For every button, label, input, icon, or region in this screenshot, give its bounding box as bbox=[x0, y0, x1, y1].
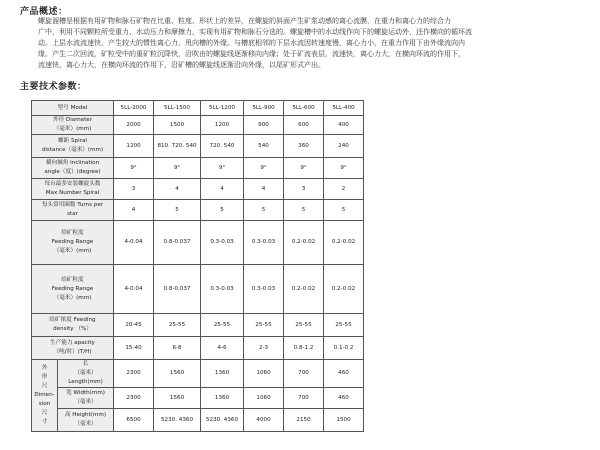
param-label: 横向倾角 inclination bbox=[45, 160, 100, 166]
value-cell bbox=[154, 409, 201, 432]
value-cell bbox=[324, 409, 364, 432]
param-label-cell bbox=[32, 221, 114, 265]
spec-table bbox=[31, 100, 364, 432]
model-name: 5LL-1200 bbox=[209, 104, 235, 111]
param-label-cell bbox=[32, 337, 114, 360]
value-cell bbox=[201, 314, 244, 337]
overview-line: 螺旋溜槽是根据有用矿物和脉石矿物在比重、粒度、形状上的差异，在螺旋的斜面产生矿浆动感的离心流膜，在重力和离心力的综合力 bbox=[38, 17, 451, 25]
value: 0.8-1.2 bbox=[293, 344, 314, 351]
param-label: （毫米）(mm) bbox=[53, 248, 92, 254]
param-label-cell bbox=[58, 409, 114, 432]
value-cell bbox=[114, 116, 154, 135]
value: 1500 bbox=[169, 121, 185, 128]
value-cell bbox=[114, 388, 154, 409]
value-cell bbox=[154, 221, 201, 265]
value: 5 bbox=[301, 206, 306, 213]
header-label: 型号 Model bbox=[57, 104, 88, 111]
value: 9° bbox=[260, 164, 267, 171]
value: 3 bbox=[301, 185, 306, 192]
dimension-label: Dimen- bbox=[34, 392, 55, 398]
param-label: 高 Height(mm) bbox=[64, 412, 107, 418]
value: 540 bbox=[258, 142, 269, 149]
value-cell bbox=[324, 179, 364, 200]
value: 2000 bbox=[126, 121, 141, 128]
value: 1200 bbox=[214, 121, 230, 128]
value: 9° bbox=[218, 164, 226, 171]
overview-line: 广中，利用不同颗粒所受重力、水动压力和摩擦力，实现有用矿物和脉石分选的。螺旋槽中的水动线作向下的螺旋运动外，还作横向的循环流 bbox=[38, 28, 472, 36]
value-cell bbox=[154, 388, 201, 409]
param-label: Feeding Range bbox=[51, 285, 94, 292]
dimension-label: sion bbox=[38, 401, 51, 407]
value: 9° bbox=[340, 164, 347, 171]
value: 1360 bbox=[214, 394, 230, 401]
header-label-cell bbox=[32, 101, 114, 116]
value-cell bbox=[154, 158, 201, 179]
value: 2 bbox=[341, 185, 346, 192]
value-cell bbox=[244, 360, 284, 388]
model-name: 5LL-900 bbox=[252, 104, 275, 111]
value-cell bbox=[284, 314, 324, 337]
overview-line: 缘。产生二次回流，矿粒受中的重矿粒沉降快，沿吹由的螺旋线逐渐移向内缘；处于矿流表层，流速快，离心力大，在横向环流的作用下， bbox=[38, 50, 465, 58]
value-cell bbox=[114, 409, 154, 432]
dimension-label: 尺 bbox=[41, 410, 48, 416]
param-label: 给矿浓度 Feeding bbox=[49, 317, 96, 323]
value-cell bbox=[244, 158, 284, 179]
param-label: （毫米）(mm) bbox=[53, 294, 92, 301]
value-cell bbox=[114, 265, 154, 314]
value-cell bbox=[114, 179, 154, 200]
value-cell bbox=[284, 360, 324, 388]
param-label: （毫米） bbox=[74, 399, 97, 405]
value: 1060 bbox=[256, 394, 271, 401]
value-cell bbox=[114, 360, 154, 388]
param-label: Length(mm) bbox=[68, 379, 103, 385]
param-label: angle（度）(degree) bbox=[44, 169, 101, 175]
value-cell bbox=[154, 360, 201, 388]
value-cell bbox=[201, 388, 244, 409]
value: 0.2-0.02 bbox=[291, 239, 316, 245]
param-label: 生产能力 apacity bbox=[50, 340, 95, 346]
param-label: 给矿粒度 bbox=[61, 230, 84, 236]
value-cell bbox=[244, 337, 284, 360]
param-label: distance（毫米）(mm) bbox=[41, 147, 104, 153]
overview-paragraph bbox=[38, 16, 578, 71]
param-label-cell bbox=[32, 116, 114, 135]
value: 0.8-0.037 bbox=[163, 239, 191, 245]
value: 0.2-0.02 bbox=[291, 285, 316, 292]
value: 1560 bbox=[169, 370, 185, 376]
value-cell bbox=[201, 265, 244, 314]
value: 15-40 bbox=[125, 344, 142, 351]
overview-heading: 产品概述： bbox=[20, 7, 68, 17]
value-cell bbox=[324, 265, 364, 314]
param-label: （毫米） bbox=[74, 370, 97, 376]
value-cell bbox=[284, 409, 324, 432]
value-cell bbox=[244, 179, 284, 200]
value: 240 bbox=[338, 142, 349, 149]
value-cell bbox=[154, 337, 201, 360]
value-cell bbox=[201, 409, 244, 432]
value: 600 bbox=[298, 121, 309, 128]
table-row bbox=[32, 337, 364, 360]
dimension-label: 寸 bbox=[41, 419, 48, 425]
dimension-label: 外 bbox=[41, 365, 48, 371]
value: 2-3 bbox=[258, 344, 269, 351]
value: 20-45 bbox=[125, 321, 142, 328]
value: 9° bbox=[300, 164, 307, 171]
param-label: （吨/时）(T/H) bbox=[53, 349, 92, 355]
value: 0.2-0.02 bbox=[331, 239, 356, 245]
value: 0.3-0.03 bbox=[251, 239, 276, 245]
value: 3 bbox=[131, 185, 136, 192]
value-cell bbox=[114, 221, 154, 265]
value: 25-55 bbox=[255, 321, 272, 328]
table-row bbox=[32, 265, 364, 314]
value: 6500 bbox=[126, 416, 141, 423]
model-name: 5LL-2000 bbox=[120, 104, 147, 111]
value-cell bbox=[154, 116, 201, 135]
value-cell bbox=[201, 116, 244, 135]
value: 2300 bbox=[126, 394, 141, 401]
value-cell bbox=[284, 116, 324, 135]
param-label: （毫米）(mm) bbox=[53, 126, 92, 132]
param-label: density （%） bbox=[53, 326, 92, 332]
value: 5 bbox=[220, 206, 224, 213]
value: 5 bbox=[341, 206, 346, 213]
param-label: star bbox=[67, 211, 78, 217]
value: 0.8-0.037 bbox=[163, 285, 191, 292]
value-cell bbox=[201, 179, 244, 200]
model-name: 5LL-600 bbox=[292, 104, 315, 111]
model-header-cell bbox=[284, 101, 324, 116]
table-row bbox=[32, 200, 364, 221]
value-cell bbox=[284, 388, 324, 409]
value-cell bbox=[244, 265, 284, 314]
value: 25-55 bbox=[168, 321, 186, 328]
value: 400 bbox=[338, 121, 349, 128]
param-label: 给矿粒度 bbox=[61, 276, 84, 283]
value: 2300 bbox=[126, 370, 141, 376]
value: 4 bbox=[175, 185, 179, 192]
value-cell bbox=[244, 200, 284, 221]
value-cell bbox=[154, 265, 201, 314]
value: 4 bbox=[220, 185, 224, 192]
model-header-cell bbox=[201, 101, 244, 116]
param-label: 每头常用圈数 Turns per bbox=[41, 202, 104, 208]
value-cell bbox=[201, 158, 244, 179]
value-cell bbox=[154, 200, 201, 221]
value-cell bbox=[324, 135, 364, 158]
param-label-cell bbox=[32, 179, 114, 200]
value: 0.3-0.03 bbox=[210, 285, 234, 292]
param-label-cell bbox=[32, 135, 114, 158]
param-label-cell bbox=[58, 360, 114, 388]
value: 700 bbox=[298, 370, 309, 376]
value-cell bbox=[201, 135, 244, 158]
param-label: 宽 Width(mm) bbox=[66, 390, 105, 396]
value-cell bbox=[114, 158, 154, 179]
value: 6-8 bbox=[172, 344, 182, 351]
table-row bbox=[32, 314, 364, 337]
value: 5 bbox=[261, 206, 266, 213]
value: 25-55 bbox=[295, 321, 312, 328]
param-label: Max Number Spiral bbox=[45, 190, 100, 196]
table-row bbox=[32, 221, 364, 265]
value-cell bbox=[284, 221, 324, 265]
param-label: Feeding Range bbox=[51, 239, 94, 245]
value: 4 bbox=[131, 206, 136, 213]
overview-line: 动。上层水流流速快，产生较大的惯性离心力，甩向槽的外缘。与槽底相邻的下层水流因转速度慢，离心力小，在重力作用下由外缘流向内 bbox=[38, 39, 465, 47]
table-row bbox=[32, 135, 364, 158]
value-cell bbox=[114, 314, 154, 337]
value-cell bbox=[324, 314, 364, 337]
value-cell bbox=[244, 409, 284, 432]
value: 2150 bbox=[296, 416, 311, 423]
value: 1560 bbox=[169, 394, 185, 401]
value-cell bbox=[324, 116, 364, 135]
value-cell bbox=[154, 135, 201, 158]
value: 4-0.04 bbox=[124, 239, 143, 245]
value: 460 bbox=[338, 394, 349, 401]
value-cell bbox=[201, 200, 244, 221]
table-row bbox=[32, 388, 364, 409]
value: 1200 bbox=[126, 142, 141, 149]
value-cell bbox=[244, 135, 284, 158]
param-label: 螺距 Spiral bbox=[58, 138, 87, 144]
model-header-cell bbox=[114, 101, 154, 116]
value-cell bbox=[244, 314, 284, 337]
value-cell bbox=[201, 337, 244, 360]
value-cell bbox=[154, 314, 201, 337]
value-cell bbox=[284, 135, 324, 158]
value: 5 bbox=[175, 206, 179, 213]
value: 5230. 4360 bbox=[161, 416, 194, 423]
model-name: 5LL-400 bbox=[332, 104, 355, 111]
value: 0.3-0.03 bbox=[210, 239, 234, 245]
param-label-cell bbox=[58, 388, 114, 409]
model-header-cell bbox=[244, 101, 284, 116]
value: 25-55 bbox=[213, 321, 231, 328]
param-label-cell bbox=[32, 265, 114, 314]
value-cell bbox=[201, 221, 244, 265]
value-cell bbox=[284, 337, 324, 360]
value: 4000 bbox=[256, 416, 271, 423]
value-cell bbox=[284, 200, 324, 221]
value: 0.2-0.02 bbox=[331, 285, 356, 292]
value: 9° bbox=[173, 164, 181, 171]
param-label: 每台最多安装螺旋头数 bbox=[44, 181, 101, 187]
value: 1500 bbox=[336, 416, 351, 423]
param-label: 长 bbox=[82, 361, 89, 367]
value: 25-55 bbox=[335, 321, 352, 328]
value: 720. 540 bbox=[209, 142, 235, 149]
value-cell bbox=[284, 179, 324, 200]
value: 0.1-0.2 bbox=[333, 344, 354, 351]
value: 4-0.04 bbox=[124, 285, 143, 292]
table-row bbox=[32, 101, 364, 116]
table-row bbox=[32, 158, 364, 179]
model-header-cell bbox=[154, 101, 201, 116]
value-cell bbox=[114, 337, 154, 360]
table-row bbox=[32, 116, 364, 135]
dimension-group-label bbox=[32, 360, 58, 432]
value: 1360 bbox=[214, 370, 230, 376]
value-cell bbox=[244, 388, 284, 409]
param-label: 外径 Diameter bbox=[52, 117, 93, 123]
params-heading: 主要技术参数： bbox=[20, 82, 87, 92]
value: 5230. 4360 bbox=[206, 416, 239, 423]
param-label-cell bbox=[32, 314, 114, 337]
value: 900 bbox=[258, 121, 269, 128]
value-cell bbox=[201, 360, 244, 388]
table-row bbox=[32, 360, 364, 388]
value-cell bbox=[324, 360, 364, 388]
value: 4 bbox=[261, 185, 266, 192]
value-cell bbox=[324, 221, 364, 265]
value-cell bbox=[114, 200, 154, 221]
value: 9° bbox=[130, 164, 137, 171]
value-cell bbox=[244, 221, 284, 265]
value-cell bbox=[324, 388, 364, 409]
param-label-cell bbox=[32, 158, 114, 179]
value-cell bbox=[154, 179, 201, 200]
value-cell bbox=[324, 158, 364, 179]
value-cell bbox=[114, 135, 154, 158]
value: 0.3-0.03 bbox=[251, 285, 276, 292]
value-cell bbox=[324, 200, 364, 221]
model-header-cell bbox=[324, 101, 364, 116]
value-cell bbox=[284, 158, 324, 179]
value-cell bbox=[284, 265, 324, 314]
value: 810. 720. 540 bbox=[157, 142, 197, 149]
param-label-cell bbox=[32, 200, 114, 221]
value-cell bbox=[324, 337, 364, 360]
value: 360 bbox=[298, 142, 309, 149]
overview-line: 流速快，离心力大，在横向环流的作用下，沿矿槽的螺旋线逐渐沿向外缘，以尾矿形式产出。 bbox=[38, 61, 325, 69]
dimension-label: 形 bbox=[41, 374, 48, 380]
table-row bbox=[32, 179, 364, 200]
param-label: （毫米） bbox=[74, 421, 97, 427]
table-row bbox=[32, 409, 364, 432]
value: 1060 bbox=[256, 370, 271, 376]
dimension-label: 尺 bbox=[41, 383, 48, 389]
value: 4-6 bbox=[217, 344, 227, 351]
value: 460 bbox=[338, 370, 349, 376]
model-name: 5LL-1500 bbox=[164, 104, 190, 111]
value: 700 bbox=[298, 394, 309, 401]
value-cell bbox=[244, 116, 284, 135]
